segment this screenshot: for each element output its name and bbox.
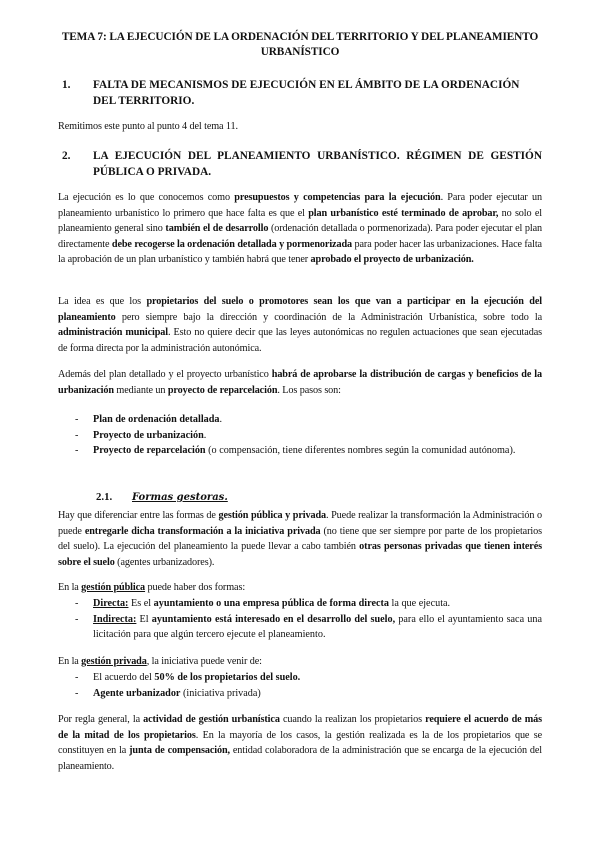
section-2-number: 2. [62, 150, 71, 162]
paragraph-general-rule: Por regla general, la actividad de gestión urbanística cuando la realizan los propietarios requiere el acuerdo de más de la mitad de los propietarios. En la mayoría de los casos, la gestión realizada es la de los propietarios que se constituyen en la junta de compensación, entidad colaboradora de la administración que se encarga de la ejecución del planeamiento. [58, 714, 542, 772]
page-title: TEMA 7: LA EJECUCIÓN DE LA ORDENACIÓN DEL TERRITORIO Y DEL PLANEAMIENTO URBANÍSTICO [61, 31, 539, 58]
list-item: - Agente urbanizador (iniciativa privada) [75, 687, 261, 699]
paragraph-reparcelation: Además del plan detallado y el proyecto urbanístico habrá de aprobarse la distribución de cargas y beneficios de la urbanización mediante un proyecto de reparcelación. Los pasos son: [58, 369, 542, 396]
public-management-intro: En la gestión pública puede haber dos formas: [58, 582, 246, 593]
section-1-number: 1. [62, 79, 71, 91]
paragraph-forms: Hay que diferenciar entre las formas de gestión pública y privada. Puede realizar la transformación la Administración o puede entregarle dicha transformación a la iniciativa privada (no tiene que ser siempre por parte de los propietarios del suelo). La ejecución del planeamiento la puede llevar a cabo también otras personas privadas que tienen interés sobre el suelo (agentes urbanizadores). [58, 510, 542, 568]
list-item: - El acuerdo del 50% de los propietarios del suelo. [75, 672, 301, 683]
section-2-heading [58, 148, 542, 180]
section-1-text: Remitimos este punto al punto 4 del tema 11. [58, 121, 238, 132]
steps-list [58, 412, 542, 459]
section-1-title: FALTA DE MECANISMOS DE EJECUCIÓN EN EL ÁMBITO DE LA ORDENACIÓN DEL TERRITORIO. [93, 79, 520, 107]
private-management-list [58, 670, 542, 701]
paragraph-owners: La idea es que los propietarios del suelo o promotores sean los que van a participar en la ejecución del planeamiento pero siempre bajo la dirección y coordinación de la Administración Urbanística, sobre todo la administración municipal. Esto no quiere decir que las leyes autonómicas no regulen actuaciones que sean ejecutadas de forma directa por la administración autonómica. [58, 296, 542, 354]
list-item: - Plan de ordenación detallada. [75, 414, 223, 425]
private-management-intro: En la gestión privada, la iniciativa puede venir de: [58, 656, 262, 667]
subsection-number: 2.1. [96, 491, 113, 503]
subsection-heading [96, 490, 228, 505]
section-2-title: LA EJECUCIÓN DEL PLANEAMIENTO URBANÍSTICO. RÉGIMEN DE GESTIÓN PÚBLICA O PRIVADA. [93, 150, 542, 178]
list-item: - Proyecto de urbanización. [75, 429, 207, 441]
section-1-heading [58, 77, 542, 109]
public-management-list [58, 596, 542, 643]
list-item: - Indirecta: El ayuntamiento está interesado en el desarrollo del suelo, para ello el ayuntamiento saca una licitación para que algún tercero ejecute el planeamiento. [75, 613, 542, 640]
list-item: - Directa: Es el ayuntamiento o una empresa pública de forma directa la que ejecuta. [75, 598, 451, 609]
subsection-title: Formas gestoras. [132, 492, 228, 503]
paragraph-execution: La ejecución es lo que conocemos como presupuestos y competencias para la ejecución. Para poder ejecutar un planeamiento urbanístico lo primero que hace falta es que el plan urbanístico esté terminado de aprobar, no solo el planeamiento general sino también el de desarrollo (ordenación detallada o pormenorizada). Para poder ejecutar el plan directamente debe recogerse la ordenación detallada y pormenorizada para poder hacer las urbanizaciones. Hace falta la aprobación de un plan urbanístico y también habrá que tener aprobado el proyecto de urbanización. [58, 192, 542, 265]
list-item: - Proyecto de reparcelación (o compensación, tiene diferentes nombres según la comunidad autónoma). [75, 445, 516, 456]
